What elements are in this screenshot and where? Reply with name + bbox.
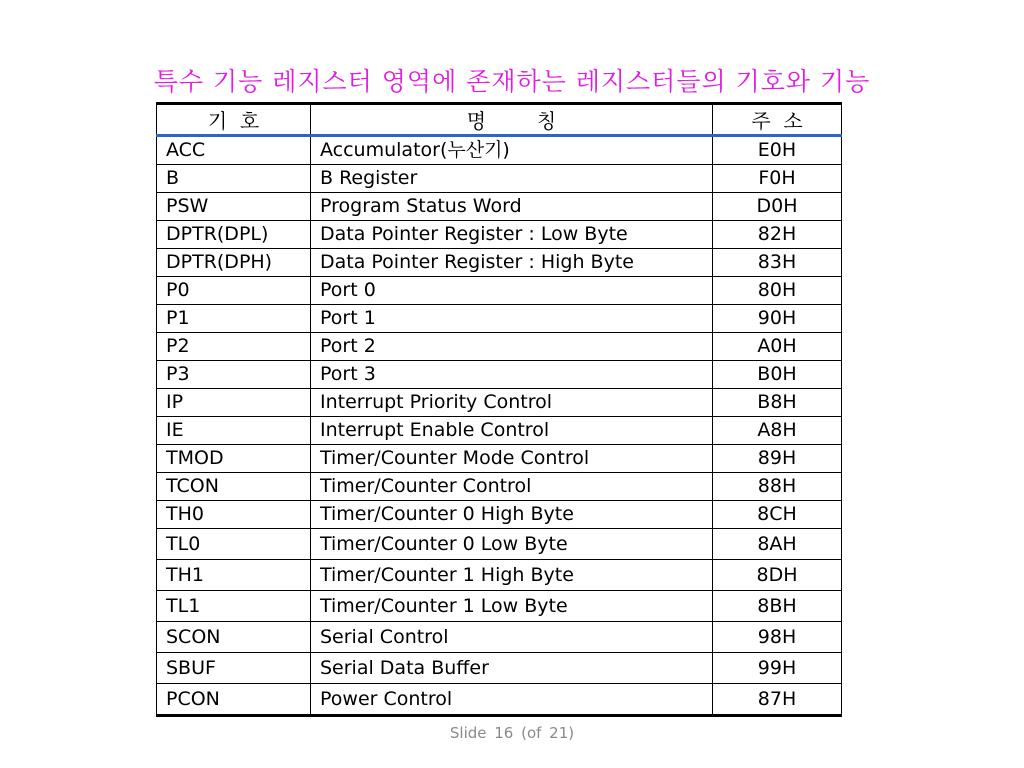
table-row [157, 591, 842, 622]
cell-address: 8BH [713, 591, 842, 622]
cell-address: A8H [713, 417, 842, 445]
cell-name: Interrupt Enable Control [311, 417, 713, 445]
table-row [157, 501, 842, 529]
table-row [157, 333, 842, 361]
cell-address: 99H [713, 653, 842, 684]
cell-symbol: TL0 [157, 529, 311, 560]
cell-name: Port 0 [311, 277, 713, 305]
cell-name: Power Control [311, 684, 713, 716]
cell-symbol: SCON [157, 622, 311, 653]
cell-name: Port 3 [311, 361, 713, 389]
table-row [157, 221, 842, 249]
header-name: 명 칭 [311, 104, 713, 136]
cell-symbol: TCON [157, 473, 311, 501]
cell-name: Timer/Counter 0 High Byte [311, 501, 713, 529]
cell-name: Timer/Counter Mode Control [311, 445, 713, 473]
cell-name: Interrupt Priority Control [311, 389, 713, 417]
cell-symbol: TH1 [157, 560, 311, 591]
cell-name: Timer/Counter 0 Low Byte [311, 529, 713, 560]
table-row [157, 277, 842, 305]
cell-symbol: TMOD [157, 445, 311, 473]
cell-name: Accumulator(누산기) [311, 136, 713, 165]
cell-address: B0H [713, 361, 842, 389]
slide-title: 특수 기능 레지스터 영역에 존재하는 레지스터들의 기호와 기능 [153, 67, 871, 96]
table-row [157, 193, 842, 221]
cell-name: Serial Control [311, 622, 713, 653]
table-row [157, 445, 842, 473]
cell-symbol: B [157, 165, 311, 193]
table-row [157, 136, 842, 165]
cell-name: Timer/Counter 1 Low Byte [311, 591, 713, 622]
cell-symbol: DPTR(DPH) [157, 249, 311, 277]
table-row [157, 305, 842, 333]
cell-address: E0H [713, 136, 842, 165]
header-address: 주 소 [713, 104, 842, 136]
table-row [157, 389, 842, 417]
cell-symbol: DPTR(DPL) [157, 221, 311, 249]
cell-address: 82H [713, 221, 842, 249]
cell-address: 89H [713, 445, 842, 473]
table-row [157, 249, 842, 277]
cell-name: Program Status Word [311, 193, 713, 221]
table-row [157, 560, 842, 591]
table-row [157, 473, 842, 501]
cell-name: Serial Data Buffer [311, 653, 713, 684]
cell-address: 8CH [713, 501, 842, 529]
cell-name: Data Pointer Register : High Byte [311, 249, 713, 277]
cell-address: 90H [713, 305, 842, 333]
table-row [157, 417, 842, 445]
table-row [157, 529, 842, 560]
cell-name: Timer/Counter 1 High Byte [311, 560, 713, 591]
cell-address: 83H [713, 249, 842, 277]
cell-address: 88H [713, 473, 842, 501]
cell-address: B8H [713, 389, 842, 417]
cell-name: Timer/Counter Control [311, 473, 713, 501]
cell-symbol: IP [157, 389, 311, 417]
cell-symbol: P2 [157, 333, 311, 361]
cell-name: Port 2 [311, 333, 713, 361]
table-row [157, 653, 842, 684]
cell-address: 8DH [713, 560, 842, 591]
header-symbol: 기 호 [157, 104, 311, 136]
slide-footer: Slide 16 (of 21) [449, 724, 575, 742]
table-row [157, 165, 842, 193]
table-row [157, 684, 842, 716]
cell-symbol: TH0 [157, 501, 311, 529]
cell-name: Data Pointer Register : Low Byte [311, 221, 713, 249]
cell-address: 87H [713, 684, 842, 716]
cell-symbol: SBUF [157, 653, 311, 684]
cell-address: 98H [713, 622, 842, 653]
cell-name: B Register [311, 165, 713, 193]
register-table [156, 102, 842, 717]
cell-symbol: P1 [157, 305, 311, 333]
cell-symbol: P3 [157, 361, 311, 389]
cell-address: 80H [713, 277, 842, 305]
cell-symbol: ACC [157, 136, 311, 165]
cell-symbol: PSW [157, 193, 311, 221]
table-row [157, 361, 842, 389]
cell-address: F0H [713, 165, 842, 193]
cell-symbol: TL1 [157, 591, 311, 622]
cell-name: Port 1 [311, 305, 713, 333]
cell-address: 8AH [713, 529, 842, 560]
cell-symbol: IE [157, 417, 311, 445]
cell-symbol: PCON [157, 684, 311, 716]
table-row [157, 622, 842, 653]
cell-address: A0H [713, 333, 842, 361]
table-header-row [157, 104, 842, 136]
cell-symbol: P0 [157, 277, 311, 305]
cell-address: D0H [713, 193, 842, 221]
